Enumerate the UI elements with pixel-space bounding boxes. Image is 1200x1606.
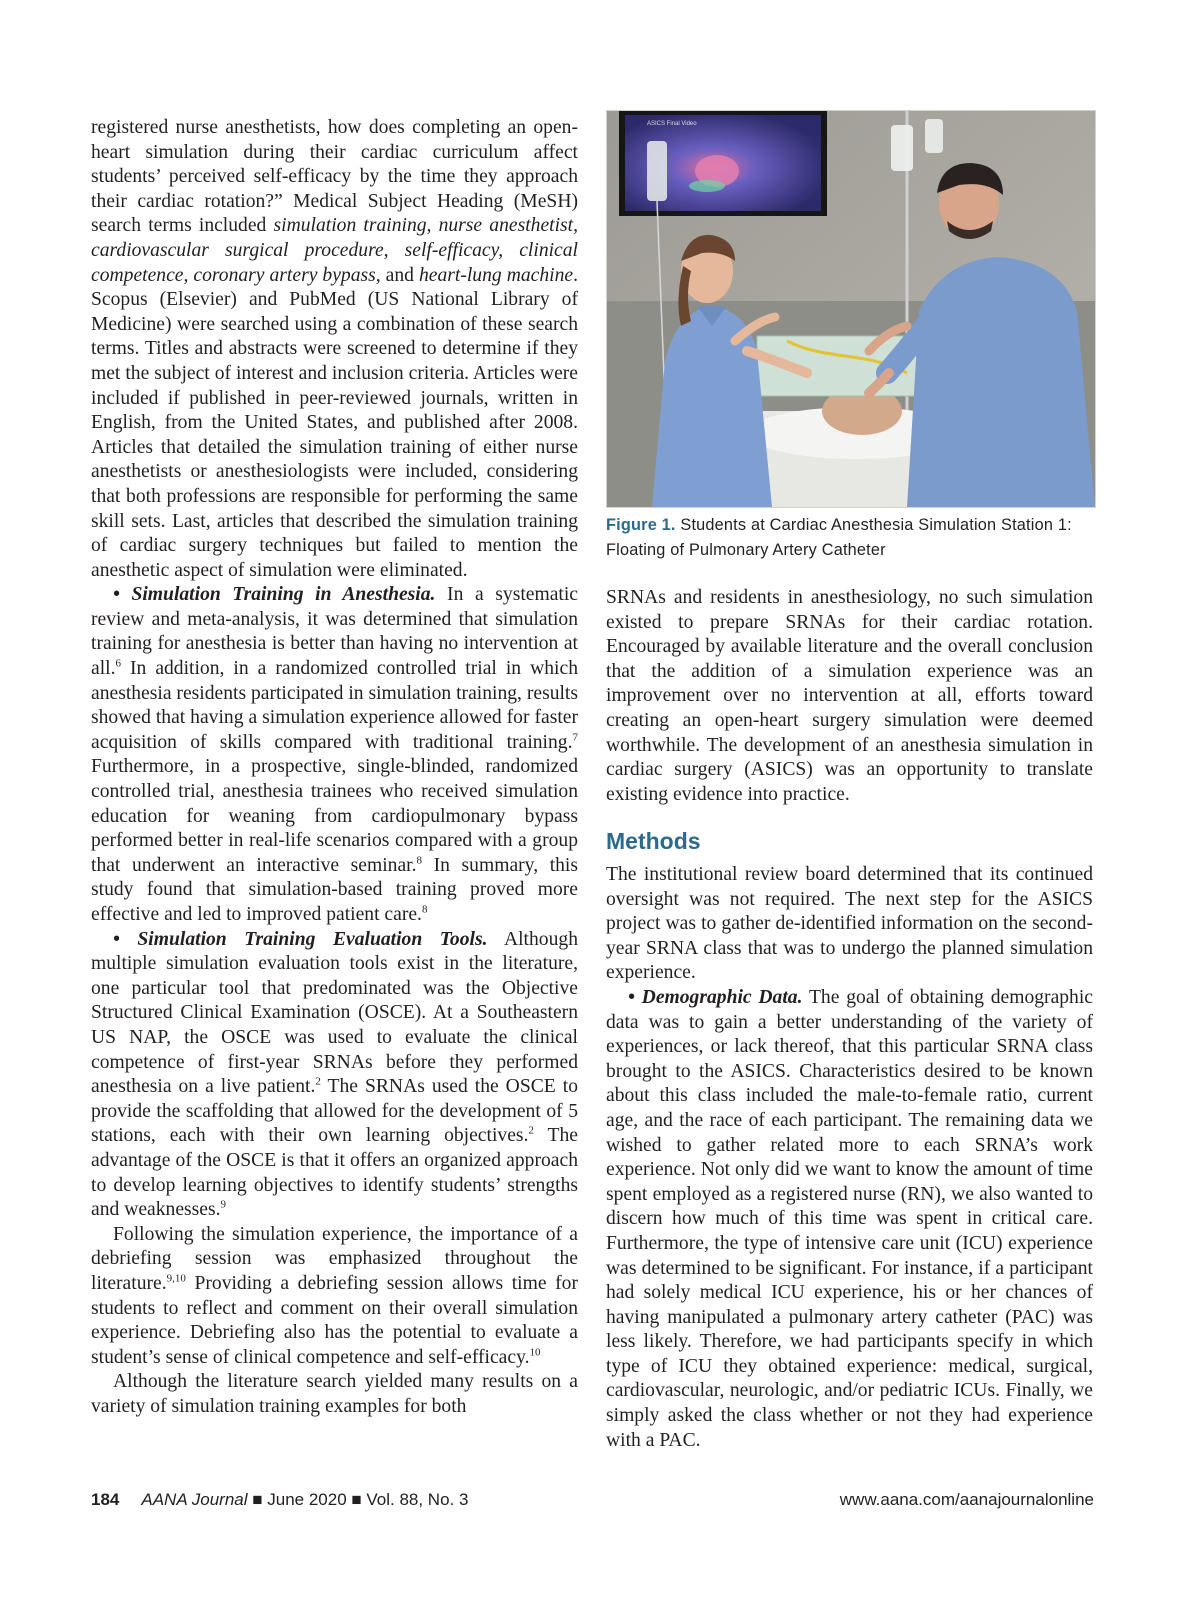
paragraph-search-terms: registered nurse anesthetists, how does completing an open-heart simulation during their cardiac curriculum affect students’ perceived self-efficacy by the time they approach their cardiac rotation?” Medical Subject Heading (MeSH) search terms included simulation training, nurse anesthetist, cardiovascular surgical procedure, self-efficacy, clinical competence, coronary artery bypass, and heart-lung machine. Scopus (Elsevier) and PubMed (US National Library of Medicine) were searched using a combination of these search terms. Titles and abstracts were screened to determine if they met the subject of interest and inclusion criteria. Articles were included if published in peer-reviewed journals, written in English, from the United States, and published after 2008. Articles that detailed the simulation training of either nurse anesthetists or anesthesiologists were included, considering that both professions are responsible for performing the same skill sets. Last, articles that described the simulation training of cardiac surgery techniques but failed to mention the anesthetic aspect of simulation were eliminated. (91, 117, 578, 581)
section-heading-methods: Methods (606, 828, 701, 854)
page-footer (91, 1490, 1094, 1510)
page-number: 184 (91, 1490, 120, 1509)
journal-name: AANA Journal (141, 1490, 248, 1509)
journal-url: www.aana.com/aanajournalonline (839, 1490, 1094, 1509)
right-column-intro (606, 586, 1093, 807)
citation: 8 (416, 854, 423, 867)
paragraph-irb: The institutional review board determined that its continued oversight was not required. The next step for the ASICS project was to gather de-identified information on the second-year SRNA class that was to undergo the planned simulation experience. (606, 864, 1093, 984)
citation: 10 (529, 1346, 541, 1359)
paragraph-simulation-training: • Simulation Training in Anesthesia. In a systematic review and meta-analysis, it was determined that simulation training for anesthesia is better than having no intervention at all.$^6$ In addition, in a randomized controlled trial in which anesthesia residents participated in simulation training, results showed that having a simulation experience allowed for faster acquisition of skills compared with traditional training.$^7$ Furthermore, in a prospective, single-blinded, randomized controlled trial, anesthesia trainees who received simulation education for weaning from cardiopulmonary bypass performed better in real-life scenarios compared with a group that underwent an interactive seminar.$^8$ In summary, this study found that simulation-based training proved more effective and led to improved patient care.$^8$ (91, 584, 579, 925)
journal-issue: ■ June 2020 ■ Vol. 88, No. 3 (247, 1490, 469, 1509)
citation: 6 (115, 657, 121, 670)
runin-heading-evaluation-tools: • Simulation Training Evaluation Tools. (113, 928, 488, 950)
figure-caption (606, 513, 1106, 563)
citation: 7 (572, 731, 578, 744)
runin-heading-demographic-data: • Demographic Data. (628, 986, 803, 1008)
figure-label: Figure 1. (606, 516, 676, 534)
citation: 2 (315, 1075, 321, 1088)
italic-search-term-last: heart-lung machine (418, 264, 574, 286)
right-column-methods (606, 863, 1093, 1453)
citation: 9,10 (166, 1272, 186, 1285)
paragraph-literature-search: Although the literature search yielded many results on a variety of simulation training examples for both (91, 1371, 578, 1417)
citation: 8 (421, 903, 428, 916)
figure-1-photo (606, 110, 1096, 508)
paragraph-evaluation-tools: • Simulation Training Evaluation Tools. Although multiple simulation evaluation tools exist in the literature, one particular tool that predominated was the Objective Structured Clinical Examination (OSCE). At a Southeastern US NAP, the OSCE was used to evaluate the clinical competence of first-year SRNAs before they performed anesthesia on a live patient.$^2$ The SRNAs used the OSCE to provide the scaffolding that allowed for the development of 5 stations, each with their own learning objectives.$^2$ The advantage of the OSCE is that it offers an organized approach to develop learning objectives to identify students’ strengths and weaknesses.$^9$ (91, 928, 578, 1221)
paragraph-demographic-data: • Demographic Data. The goal of obtaining demographic data was to gain a better understanding of the variety of experiences, or lack thereof, that this particular SRNA class brought to the ASICS. Characteristics desired to be known about this class included the male-to-female ratio, current age, and the race of each participant. The remaining data we wished to gather related more to each SRNA’s work experience. Not only did we want to know the amount of time spent employed as a registered nurse (RN), we also wanted to discern how much of this time was spent in critical care. Furthermore, the type of intensive care unit (ICU) experience was determined to be significant. For instance, if a participant had solely medical ICU experience, his or her chances of having manipulated a pulmonary artery catheter (PAC) was less likely. Therefore, we had participants specify in which type of ICU they obtained experience: medical, surgical, cardiovascular, neurologic, and/or pediatric ICUs. Finally, we simply asked the class whether or not they had experience with a PAC. (606, 986, 1093, 1451)
left-column (91, 116, 578, 1419)
runin-heading-simulation-training: • Simulation Training in Anesthesia. (113, 584, 436, 606)
figure-caption-text: Students at Cardiac Anesthesia Simulation Station 1: Floating of Pulmonary Artery Catheter (606, 516, 1072, 559)
monitor-caption: ASICS Final Video (647, 121, 697, 127)
citation: 9 (220, 1198, 226, 1211)
paragraph-debriefing: Following the simulation experience, the importance of a debriefing session was emphasized throughout the literature.$^{9,10}$ Providing a debriefing session allows time for students to reflect and comment on their overall simulation experience. Debriefing also has the potential to evaluate a student’s sense of clinical competence and self-efficacy.$^{10}$ (91, 1223, 578, 1368)
citation: 2 (528, 1124, 534, 1137)
italic-search-terms: simulation training, nurse anesthetist, cardiovascular surgical procedure, self-efficacy, clinical competence, coronary artery bypass, (91, 215, 578, 286)
paragraph-no-simulation: SRNAs and residents in anesthesiology, no such simulation existed to prepare SRNAs for their cardiac rotation. Encouraged by available literature and the overall conclusion that the addition of a simulation experience was an improvement over no intervention at all, efforts toward creating an open-heart surgery simulation were deemed worthwhile. The development of an anesthesia simulation in cardiac surgery (ASICS) was an opportunity to translate existing evidence into practice. (606, 587, 1093, 805)
